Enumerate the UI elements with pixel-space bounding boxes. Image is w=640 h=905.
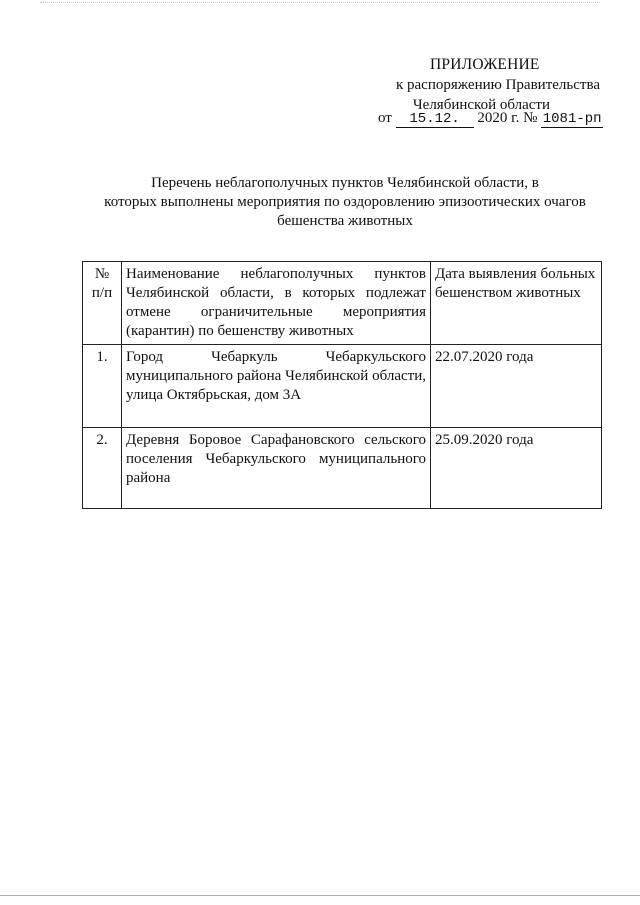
date-prefix: от	[378, 110, 392, 126]
order-date-line	[378, 110, 603, 128]
table-header-row	[83, 262, 602, 345]
locations-table	[82, 261, 602, 509]
header-date: Дата выявления больных бешенством животных	[431, 262, 602, 345]
title-line-3: бешенства животных	[277, 213, 413, 229]
order-date-value: 15.12.	[396, 111, 474, 128]
order-year-label: 2020 г. №	[477, 110, 538, 126]
appendix-heading: ПРИЛОЖЕНИЕ	[430, 56, 540, 73]
table-row	[83, 428, 602, 509]
appendix-block	[360, 55, 620, 115]
row-num: 1.	[83, 345, 122, 428]
title-line-2: которых выполнены мероприятия по оздоровлению эпизоотических очагов	[104, 194, 586, 210]
row-date: 22.07.2020 года	[431, 345, 602, 428]
table-row	[83, 345, 602, 428]
row-name: Деревня Боровое Сарафановского сельского поселения Чебаркульского муниципального района	[122, 428, 431, 509]
document-title	[85, 174, 605, 231]
order-number-value: 1081-рп	[542, 111, 602, 127]
header-num: № п/п	[83, 262, 122, 345]
row-num: 2.	[83, 428, 122, 509]
scan-artifact-top	[40, 2, 600, 5]
title-line-1: Перечень неблагополучных пунктов Челябинской области, в	[151, 175, 539, 191]
appendix-line-region: Челябинской области	[412, 97, 550, 113]
header-name: Наименование неблагополучных пунктов Челябинской области, в которых подлежат отмене ограничительные мероприятия (карантин) по бешенству животных	[122, 262, 431, 345]
row-name: Город Чебаркуль Чебаркульского муниципального района Челябинской области, улица Октябрьская, дом 3А	[122, 345, 431, 428]
row-date: 25.09.2020 года	[431, 428, 602, 509]
appendix-line-order: к распоряжению Правительства	[395, 77, 600, 93]
scan-artifact-bottom	[0, 895, 640, 898]
